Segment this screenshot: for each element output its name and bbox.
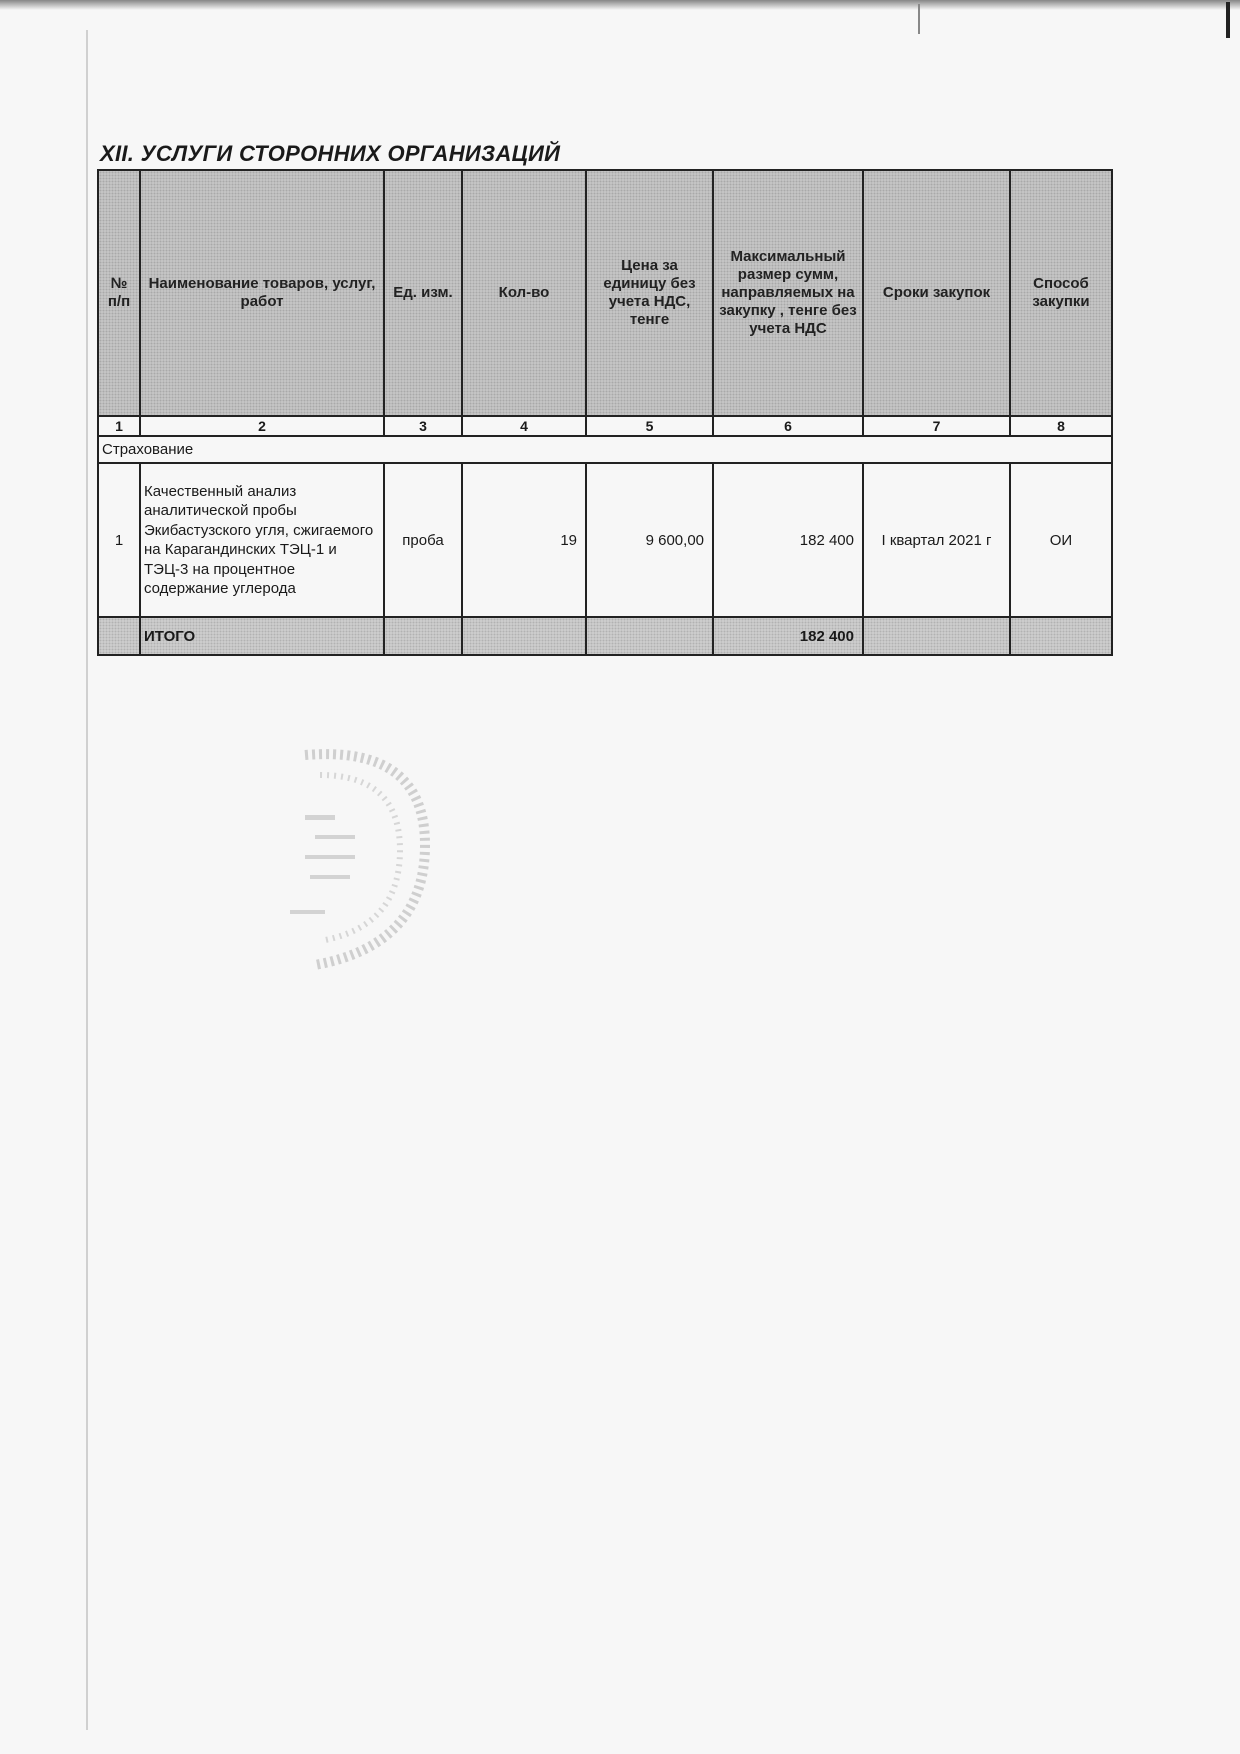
header-price: Цена за единицу без учета НДС, тенге (586, 170, 713, 416)
header-max-sum: Максимальный размер сумм, направляемых на закупку , тенге без учета НДС (713, 170, 863, 416)
row-method: ОИ (1010, 463, 1112, 617)
column-number: 5 (586, 416, 713, 436)
scan-edge-left (86, 30, 88, 1730)
column-number: 1 (98, 416, 140, 436)
category-label: Страхование (98, 436, 1112, 463)
column-number: 8 (1010, 416, 1112, 436)
column-number-row (98, 416, 1112, 436)
row-num: 1 (98, 463, 140, 617)
column-number: 4 (462, 416, 586, 436)
row-period: I квартал 2021 г (863, 463, 1010, 617)
row-unit: проба (384, 463, 462, 617)
total-amount: 182 400 (713, 617, 863, 655)
header-unit: Ед. изм. (384, 170, 462, 416)
table-row (98, 463, 1112, 617)
category-row (98, 436, 1112, 463)
header-num: № п/п (98, 170, 140, 416)
total-cell-empty (586, 617, 713, 655)
scan-mark-top (918, 4, 920, 34)
header-qty: Кол-во (462, 170, 586, 416)
scan-mark-right (1226, 2, 1230, 38)
row-qty: 19 (462, 463, 586, 617)
column-number: 6 (713, 416, 863, 436)
total-cell-empty (384, 617, 462, 655)
row-price: 9 600,00 (586, 463, 713, 617)
column-number: 3 (384, 416, 462, 436)
scan-edge-top (0, 0, 1240, 10)
total-cell-empty (462, 617, 586, 655)
faded-stamp-mark (275, 735, 435, 985)
column-number: 7 (863, 416, 1010, 436)
header-method: Способ закупки (1010, 170, 1112, 416)
procurement-table (97, 169, 1113, 656)
row-name: Качественный анализ аналитической пробы Экибастузского угля, сжигаемого на Карагандинских ТЭЦ-1 и ТЭЦ-3 на процентное содержание углерода (140, 463, 384, 617)
total-cell-empty (98, 617, 140, 655)
total-row (98, 617, 1112, 655)
header-period: Сроки закупок (863, 170, 1010, 416)
total-label: ИТОГО (140, 617, 384, 655)
row-max-sum: 182 400 (713, 463, 863, 617)
header-row (98, 170, 1112, 416)
column-number: 2 (140, 416, 384, 436)
total-cell-empty (863, 617, 1010, 655)
header-name: Наименование товаров, услуг, работ (140, 170, 384, 416)
total-cell-empty (1010, 617, 1112, 655)
section-title: XII. УСЛУГИ СТОРОННИХ ОРГАНИЗАЦИЙ (100, 141, 560, 171)
